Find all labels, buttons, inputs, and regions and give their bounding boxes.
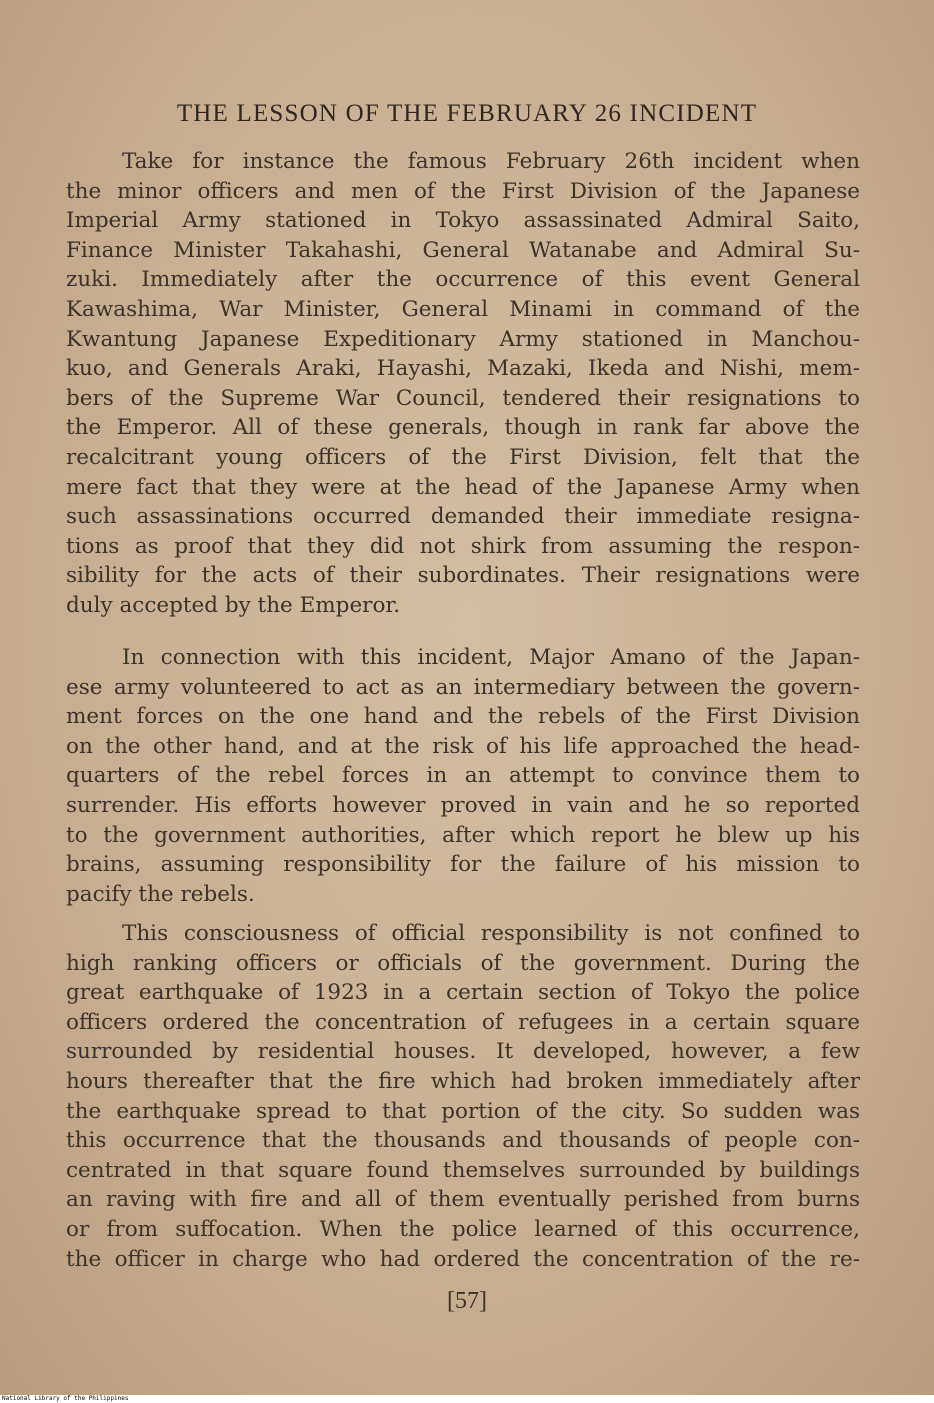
text-line: In connection with this incident, Major Amano of the Japan- bbox=[122, 645, 860, 670]
text-line: recalcitrant young officers of the First Division, felt that the bbox=[66, 444, 860, 470]
text-line: This consciousness of official responsibility is not confined to bbox=[122, 921, 860, 946]
text-line: Kwantung Japanese Expeditionary Army stationed in Manchou- bbox=[66, 326, 860, 352]
text-line: hours thereafter that the fire which had broken immediately after bbox=[66, 1068, 860, 1094]
text-line: Take for instance the famous February 26th incident when bbox=[122, 149, 860, 174]
text-line: surrounded by residential houses. It developed, however, a few bbox=[66, 1039, 860, 1065]
paragraph-2 bbox=[66, 643, 860, 909]
text-line: mere fact that they were at the head of the Japanese Army when bbox=[66, 474, 860, 500]
text-line: brains, assuming responsibility for the failure of his mission to bbox=[66, 852, 860, 878]
text-line: zuki. Immediately after the occurrence of this event General bbox=[66, 267, 860, 293]
page-title: THE LESSON OF THE FEBRUARY 26 INCIDENT bbox=[176, 100, 758, 127]
text-line: Imperial Army stationed in Tokyo assassinated Admiral Saito, bbox=[66, 208, 860, 234]
page-number: [57] bbox=[447, 1288, 487, 1314]
text-line: to the government authorities, after which report he blew up his bbox=[66, 822, 860, 848]
text-line: an raving with fire and all of them eventually perished from burns bbox=[66, 1187, 860, 1213]
text-line: pacify the rebels. bbox=[66, 881, 255, 907]
library-credit: National Library of the Philippines bbox=[2, 1395, 129, 1402]
text-line: kuo, and Generals Araki, Hayashi, Mazaki, Ikeda and Nishi, mem- bbox=[66, 356, 860, 382]
footer-strip bbox=[0, 1395, 934, 1403]
text-line: Kawashima, War Minister, General Minami in command of the bbox=[66, 296, 860, 322]
text-line: this occurrence that the thousands and thousands of people con- bbox=[66, 1128, 860, 1154]
paragraph-1 bbox=[66, 147, 860, 621]
text-line: ese army volunteered to act as an intermediary between the govern- bbox=[66, 674, 860, 700]
text-line: great earthquake of 1923 in a certain section of Tokyo the police bbox=[66, 980, 860, 1006]
text-line: the minor officers and men of the First Division of the Japanese bbox=[66, 178, 860, 204]
text-line: Finance Minister Takahashi, General Watanabe and Admiral Su- bbox=[66, 237, 860, 263]
text-line: quarters of the rebel forces in an attempt to convince them to bbox=[66, 763, 860, 789]
text-line: duly accepted by the Emperor. bbox=[66, 592, 401, 618]
text-line: the officer in charge who had ordered the concentration of the re- bbox=[66, 1246, 860, 1272]
paragraph-3 bbox=[66, 919, 860, 1274]
text-line: high ranking officers or officials of the government. During the bbox=[66, 950, 860, 976]
text-line: or from suffocation. When the police learned of this occurrence, bbox=[66, 1216, 860, 1242]
text-line: sibility for the acts of their subordinates. Their resignations were bbox=[66, 563, 860, 589]
text-line: the earthquake spread to that portion of the city. So sudden was bbox=[66, 1098, 860, 1124]
text-line: tions as proof that they did not shirk from assuming the respon- bbox=[66, 533, 860, 559]
text-line: on the other hand, and at the risk of his life approached the head- bbox=[66, 733, 860, 759]
text-line: ment forces on the one hand and the rebels of the First Division bbox=[66, 704, 860, 730]
text-line: surrender. His efforts however proved in vain and he so reported bbox=[66, 792, 860, 818]
text-line: officers ordered the concentration of refugees in a certain square bbox=[66, 1009, 860, 1035]
text-line: bers of the Supreme War Council, tendered their resignations to bbox=[66, 385, 860, 411]
text-line: centrated in that square found themselves surrounded by buildings bbox=[66, 1157, 860, 1183]
text-line: such assassinations occurred demanded their immediate resigna- bbox=[66, 504, 860, 530]
text-line: the Emperor. All of these generals, though in rank far above the bbox=[66, 415, 860, 441]
